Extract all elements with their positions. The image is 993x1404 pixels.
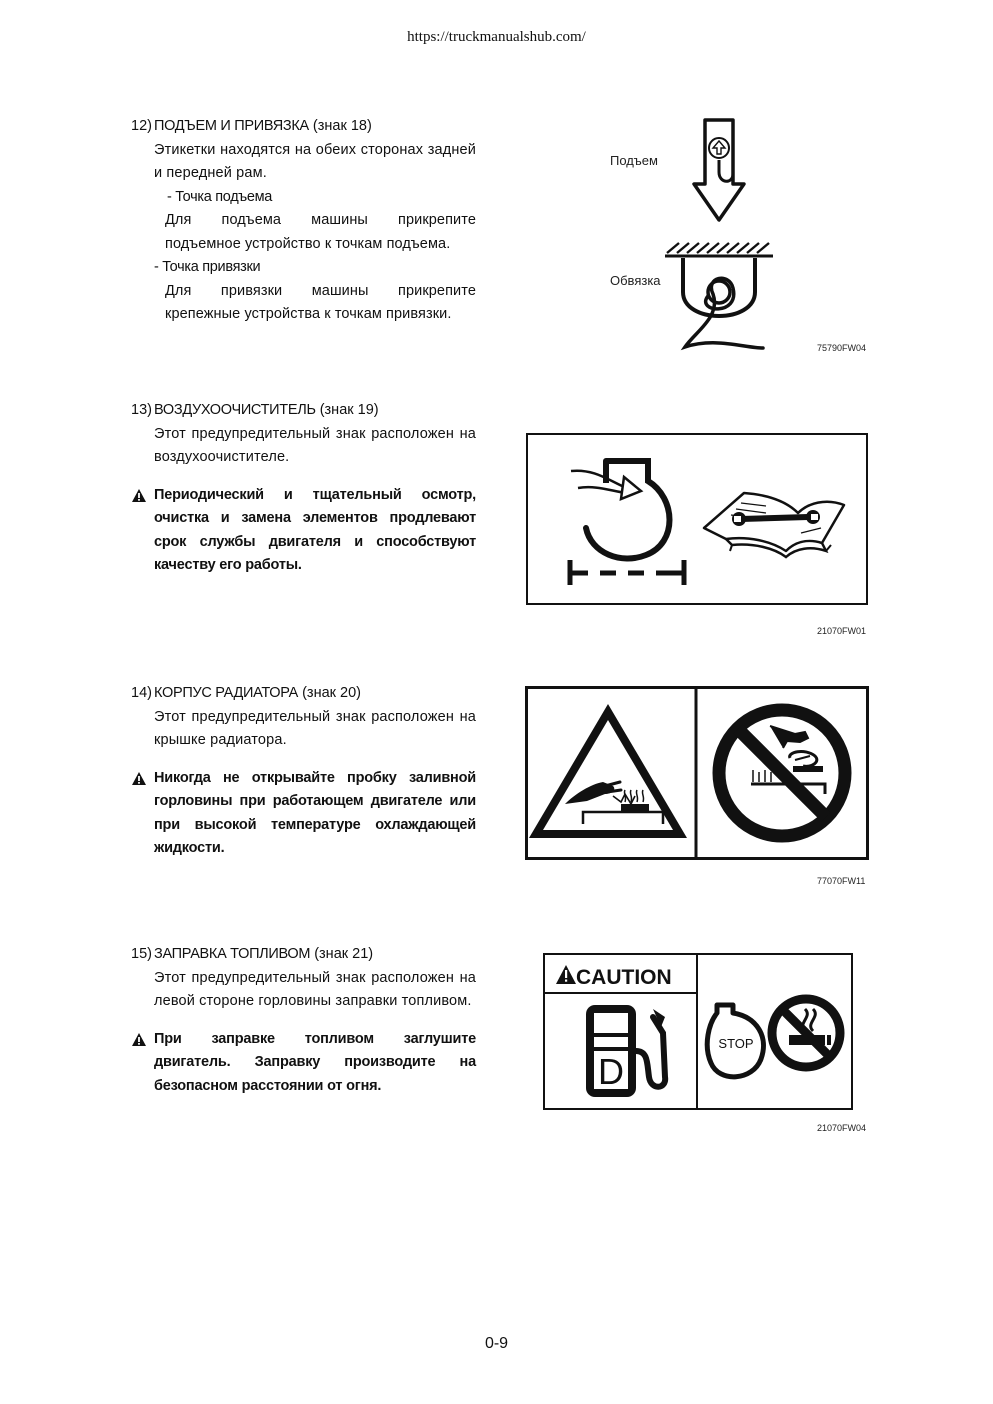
section-12: [131, 115, 476, 327]
subitem-title: - Точка подъема: [167, 188, 273, 205]
section-number: 14): [131, 685, 152, 701]
warning-text: [131, 484, 476, 578]
section-body: Этот предупредительный знак расположен на левой стороне горловины заправки топливом.: [154, 969, 476, 1009]
section-13: [131, 399, 476, 578]
source-url: https://truckmanualshub.com/: [407, 29, 586, 45]
section-title: ЗАПРАВКА ТОПЛИВОМ: [154, 946, 311, 962]
section-number: 12): [131, 118, 152, 134]
section-heading: [131, 115, 476, 139]
warning-text-content: Никогда не открывайте пробку заливной горловины при работающем двигателе или при высокой температуре охлаждающей жидкости.: [154, 769, 476, 856]
sign-reference: (знак 19): [319, 402, 379, 418]
radiator-cap-sign-icon: [525, 686, 869, 860]
warning-text-content: Периодический и тщательный осмотр, очистка и замена элементов продлевают срок службы двигателя и способствуют качеству его работы.: [154, 486, 476, 573]
section-heading: [131, 399, 476, 423]
warning-text: [131, 1028, 476, 1099]
warning-text: [131, 767, 476, 861]
lift-tie-sign-icon: [655, 112, 785, 357]
section-body: Этикетки находятся на обеих сторонах задней и передней рам.: [154, 141, 476, 181]
subitem-title: - Точка привязки: [154, 259, 261, 275]
sign-reference: (знак 20): [302, 685, 361, 701]
warning-triangle-icon: [131, 771, 147, 786]
section-15: [131, 943, 476, 1098]
air-cleaner-sign-icon: [526, 433, 868, 605]
warning-text-content: При заправке топливом заглушите двигатель. Заправку производите на безопасном расстоянии от огня.: [154, 1030, 476, 1094]
fuel-caution-sign-icon: [543, 953, 853, 1110]
label-lift: Подъем: [610, 153, 658, 168]
section-number: 15): [131, 946, 152, 962]
label-tie: Обвязка: [610, 273, 661, 288]
section-title: ВОЗДУХООЧИСТИТЕЛЬ: [154, 402, 316, 418]
section-body: Этот предупредительный знак расположен на воздухоочистителе.: [154, 425, 476, 465]
section-14: [131, 682, 476, 861]
pump-letter: D: [598, 1051, 624, 1092]
warning-triangle-icon: [131, 1032, 147, 1047]
section-heading: [131, 943, 476, 967]
subitem-text: Для привязки машины прикрепите крепежные устройства к точкам привязки.: [165, 282, 476, 322]
section-number: 13): [131, 402, 152, 418]
section-body: Этот предупредительный знак расположен на крышке радиатора.: [154, 708, 476, 748]
section-heading: [131, 682, 476, 706]
warning-triangle-icon: [131, 488, 147, 503]
sign-reference: (знак 21): [314, 946, 374, 962]
page-number: 0-9: [484, 1335, 509, 1352]
figure-code: 21070FW04: [817, 1123, 867, 1133]
section-title: ПОДЪЕМ И ПРИВЯЗКА: [154, 118, 309, 134]
subitem-text: Для подъема машины прикрепите подъемное устройство к точкам подъема.: [165, 212, 476, 252]
figure-code: 77070FW11: [817, 876, 866, 886]
figure-code: 21070FW01: [817, 626, 867, 636]
sign-reference: (знак 18): [312, 118, 372, 134]
caution-text: CAUTION: [576, 966, 672, 989]
section-title: КОРПУС РАДИАТОРА: [154, 685, 299, 701]
figure-code: 75790FW04: [817, 343, 867, 353]
stop-text: STOP: [718, 1036, 754, 1051]
